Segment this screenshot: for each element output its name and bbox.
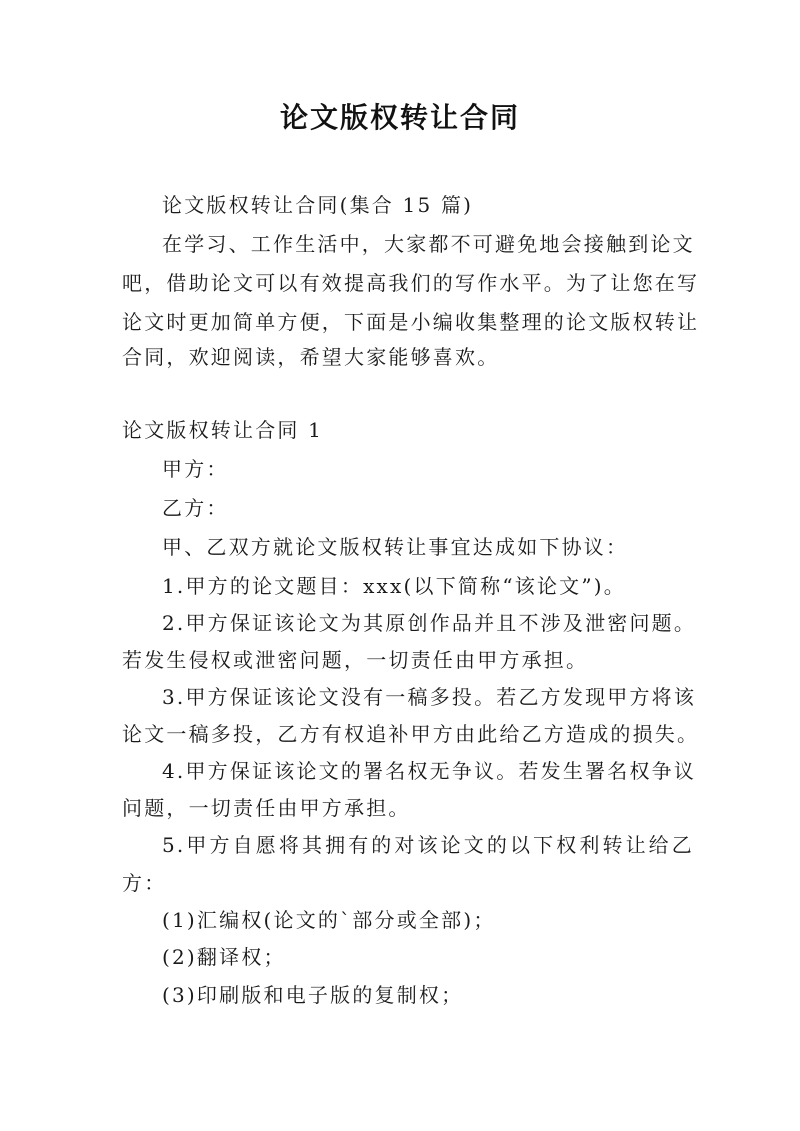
agreement-intro: 甲、乙双方就论文版权转让事宜达成如下协议： bbox=[162, 535, 629, 559]
sub-clause: (1)汇编权(论文的`部分或全部)； bbox=[162, 908, 496, 932]
party-a-label: 甲方： bbox=[162, 457, 229, 481]
party-b-label: 乙方： bbox=[162, 496, 229, 520]
section-heading: 论文版权转让合同 1 bbox=[122, 418, 324, 442]
clause-line: 论文一稿多投，乙方有权追补甲方由此给乙方造成的损失。 bbox=[122, 722, 700, 746]
intro-line: 在学习、工作生活中，大家都不可避免地会接触到论文 bbox=[162, 232, 695, 256]
clause-line: 4.甲方保证该论文的署名权无争议。若发生署名权争议 bbox=[162, 759, 697, 783]
intro-line: 论文时更加简单方便，下面是小编收集整理的论文版权转让 bbox=[122, 310, 700, 334]
clause-line: 若发生侵权或泄密问题，一切责任由甲方承担。 bbox=[122, 648, 589, 672]
intro-line: 合同，欢迎阅读，希望大家能够喜欢。 bbox=[122, 345, 500, 369]
clause-line: 方： bbox=[122, 871, 167, 895]
clause-line: 1.甲方的论文题目：xxx(以下简称“该论文”)。 bbox=[162, 574, 626, 598]
document-subtitle: 论文版权转让合同(集合 15 篇) bbox=[162, 193, 474, 217]
document-title: 论文版权转让合同 bbox=[279, 101, 520, 134]
clause-line: 问题，一切责任由甲方承担。 bbox=[122, 796, 411, 820]
sub-clause: (3)印刷版和电子版的复制权； bbox=[162, 983, 464, 1007]
clause-line: 3.甲方保证该论文没有一稿多投。若乙方发现甲方将该 bbox=[162, 685, 697, 709]
clause-line: 5.甲方自愿将其拥有的对该论文的以下权利转让给乙 bbox=[162, 833, 694, 857]
clause-line: 2.甲方保证该论文为其原创作品并且不涉及泄密问题。 bbox=[162, 611, 697, 635]
sub-clause: (2)翻译权； bbox=[162, 945, 286, 969]
intro-line: 吧，借助论文可以有效提高我们的写作水平。为了让您在写 bbox=[122, 271, 700, 295]
